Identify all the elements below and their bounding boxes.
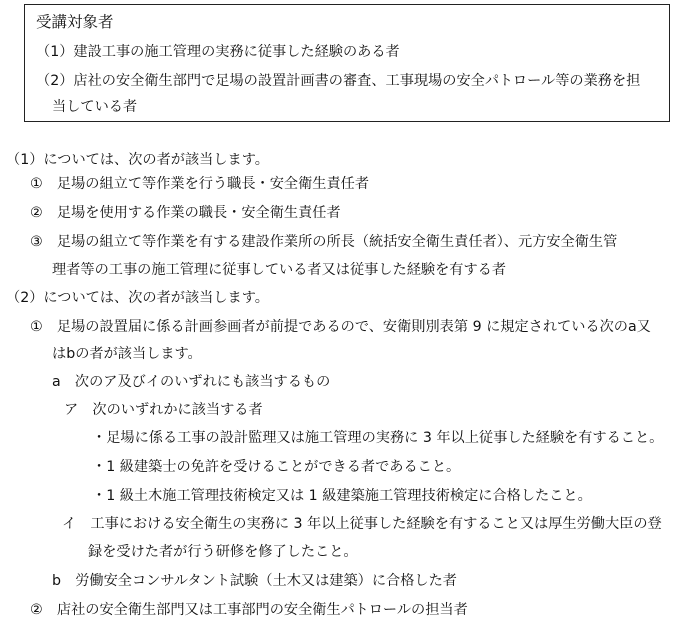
- bullet-1: ・足場に係る工事の設計監理又は施工管理の実務に 3 年以上従事した経験を有すること。: [92, 430, 664, 446]
- bullet-2: ・1 級建築士の免許を受けることができる者であること。: [92, 459, 461, 475]
- box-line-3: 当している者: [52, 99, 138, 115]
- section-2-heading: （2）については、次の者が該当します。: [6, 290, 269, 306]
- section-2-item-1-cont: はbの者が該当します。: [52, 346, 202, 362]
- box-line-1: （1）建設工事の施工管理の実務に従事した経験のある者: [36, 44, 400, 60]
- subitem-a-i: イ 工事における安全衛生の実務に 3 年以上従事した経験を有すること又は厚生労働大臣の登: [62, 516, 662, 532]
- box-line-2: （2）店社の安全衛生部門で足場の設置計画書の審査、工事現場の安全パトロール等の業務を担: [36, 73, 641, 89]
- section-1-heading: （1）については、次の者が該当します。: [6, 152, 269, 168]
- section-1-item-2: ② 足場を使用する作業の職長・安全衛生責任者: [30, 205, 341, 221]
- section-1-item-3-cont: 理者等の工事の施工管理に従事している者又は従事した経験を有する者: [52, 262, 507, 278]
- subitem-a: a 次のア及びイのいずれにも該当するもの: [52, 374, 331, 390]
- section-2-item-2: ② 店社の安全衛生部門又は工事部門の安全衛生パトロールの担当者: [30, 602, 468, 618]
- subitem-a-i-cont: 録を受けた者が行う研修を修了したこと。: [88, 544, 358, 560]
- box-title: 受講対象者: [36, 13, 114, 31]
- section-1-item-3: ③ 足場の組立て等作業を有する建設作業所の所長（統括安全衛生責任者）、元方安全衛生管: [30, 234, 618, 250]
- section-2-item-1: ① 足場の設置届に係る計画参画者が前提であるので、安衛則別表第 9 に規定されている次のa又: [30, 319, 651, 335]
- subitem-b: b 労働安全コンサルタント試験（土木又は建築）に合格した者: [52, 573, 457, 589]
- subitem-a-a: ア 次のいずれかに該当する者: [64, 402, 263, 418]
- section-1-item-1: ① 足場の組立て等作業を行う職長・安全衛生責任者: [30, 176, 370, 192]
- bullet-3: ・1 級土木施工管理技術検定又は 1 級建築施工管理技術検定に合格したこと。: [92, 488, 592, 504]
